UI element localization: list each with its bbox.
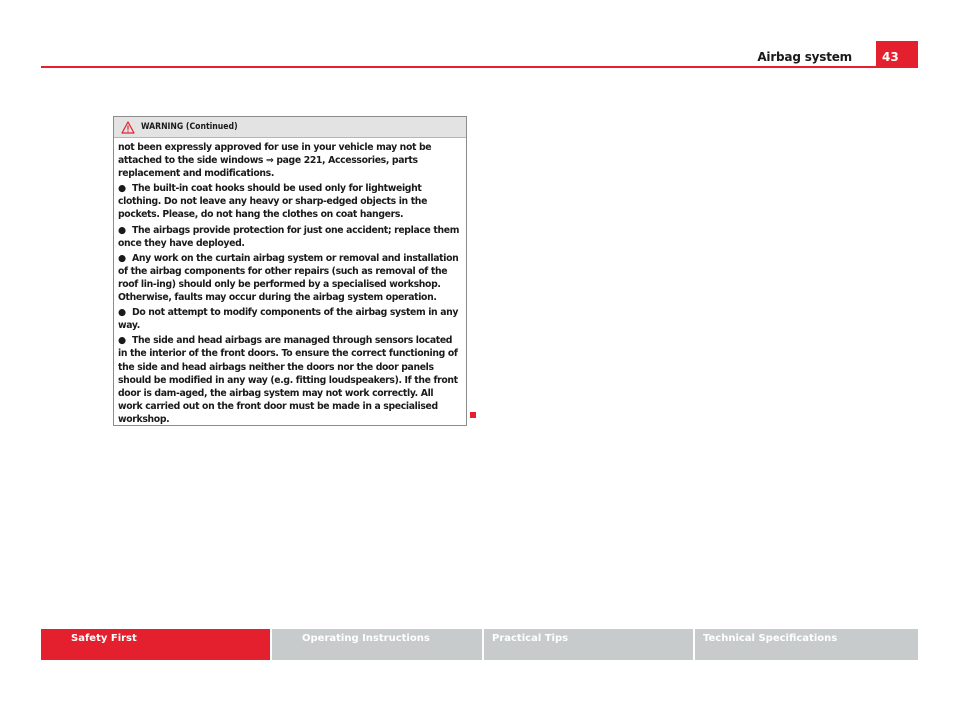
bullet-text: The airbags provide protection for just one accident; replace them once they have deployed. [118,224,460,249]
bullet-text: The built-in coat hooks should be used only for lightweight clothing. Do not leave any heavy or sharp-edged objects in the pockets. Please, do not hang the clothes on coat hangers. [118,183,428,221]
warning-box [113,116,467,426]
warning-bullet-4 [118,306,460,332]
tab-operating-instructions[interactable]: Operating Instructions [272,629,484,660]
warning-bullet-2 [118,224,460,250]
warning-title: WARNING (Continued) [141,122,238,132]
warning-intro: not been expressly approved for use in your vehicle may not be attached to the side windows ⇒ page 221, Accessories, parts replacement and modifications. [118,142,432,180]
bullet-icon: ● [118,307,126,319]
warning-triangle-icon [121,121,135,134]
tab-technical-specifications[interactable]: Technical Specifications [695,629,918,660]
warning-bullet-5 [118,334,460,426]
bullet-icon: ● [118,252,126,264]
header-rule [41,66,918,68]
bullet-icon: ● [118,224,126,236]
bullet-icon: ● [118,183,126,195]
warning-header [114,117,466,138]
warning-body [114,138,466,426]
page-number: 43 [876,41,918,67]
bullet-text: Any work on the curtain airbag system or removal and installation of the airbag components for other repairs (such as removal of the roof lin-ing) should only be performed by a specialised workshop. Otherwise, faults may occur during the airbag system operation. [118,252,459,304]
warning-bullet-1 [118,182,460,221]
warning-bullet-3 [118,252,460,304]
tab-safety-first[interactable]: Safety First [41,629,272,660]
bullet-icon: ● [118,335,126,347]
section-end-marker [470,412,476,418]
bullet-text: The side and head airbags are managed through sensors located in the interior of the front doors. To ensure the correct functioning of the side and head airbags neither the doors nor the door panels should be modified in any way (e.g. fitting loudspeakers). If the front door is dam-aged, the airbag system may not work correctly. All work carried out on the front door must be made in a specialised workshop. [118,335,458,425]
footer-nav [41,629,918,660]
tab-practical-tips[interactable]: Practical Tips [484,629,695,660]
bullet-text: Do not attempt to modify components of the airbag system in any way. [118,307,459,332]
section-title: Airbag system [757,50,852,64]
